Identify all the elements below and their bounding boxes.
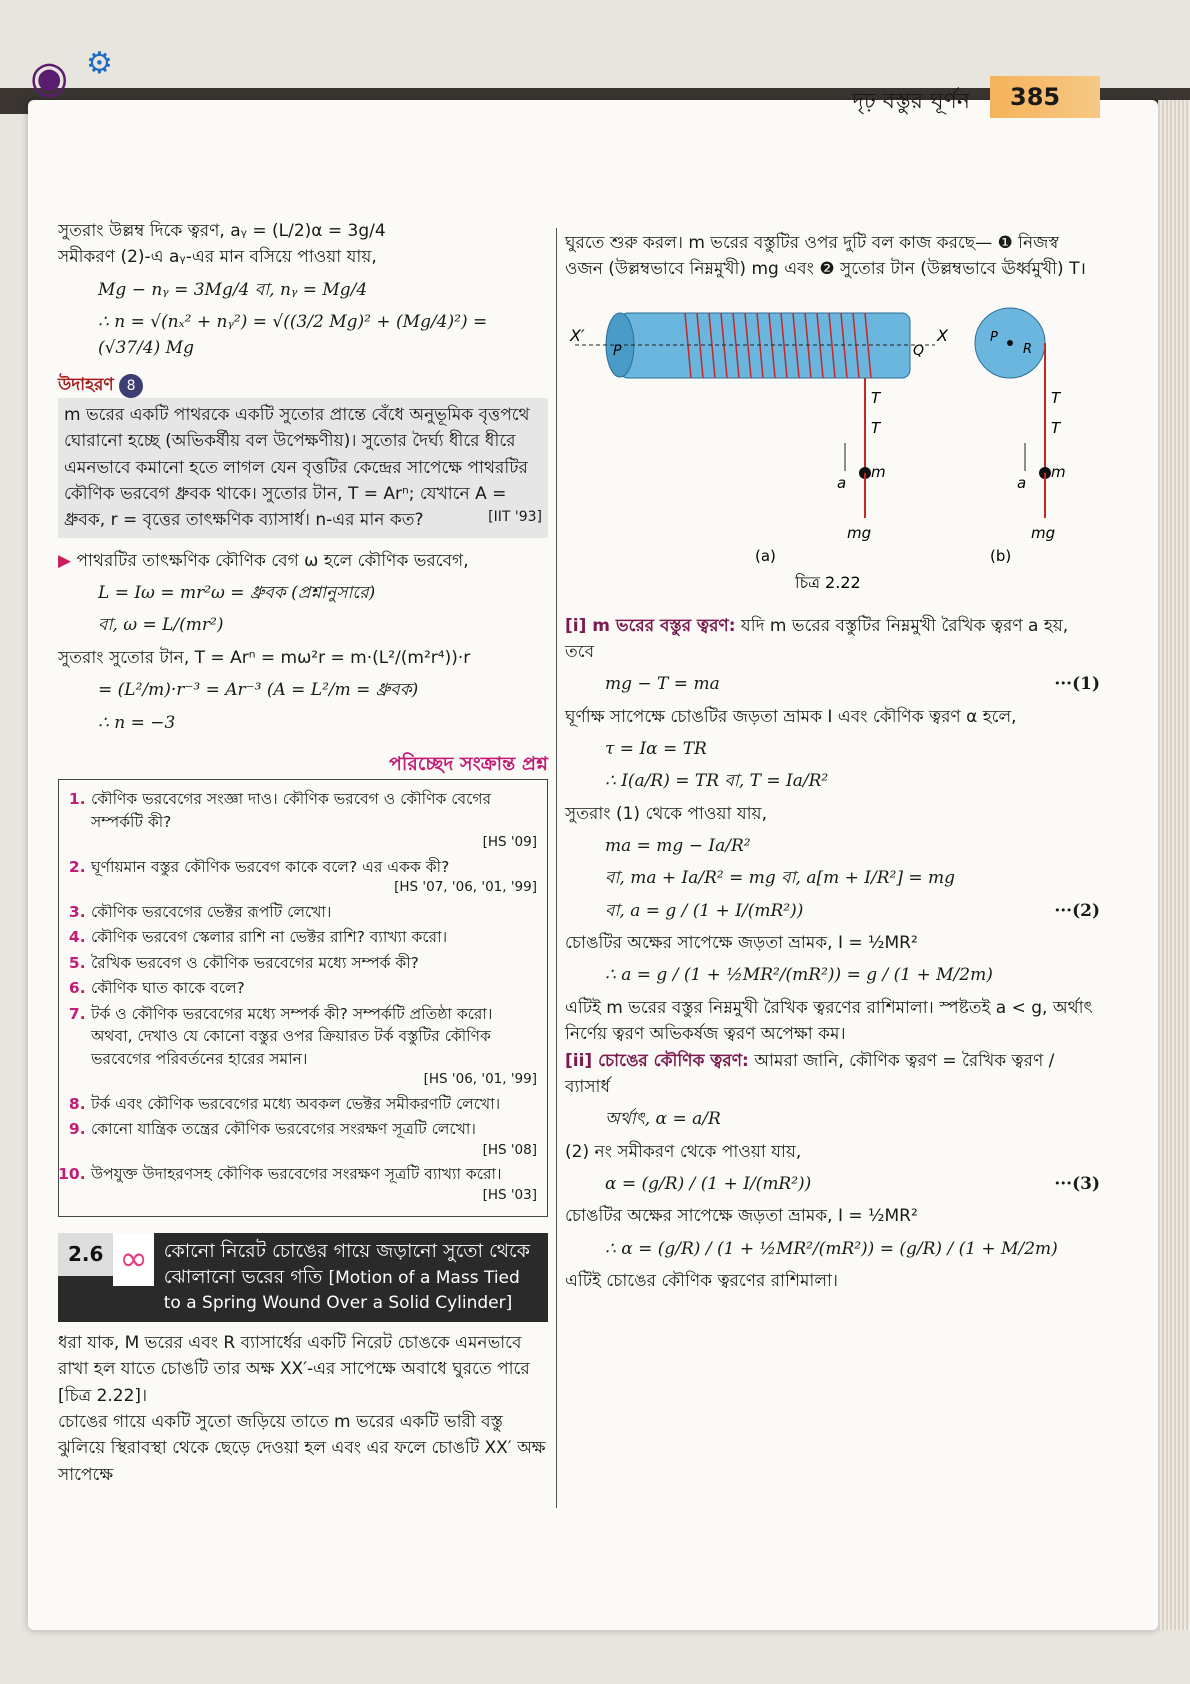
question-text: টর্ক এবং কৌণিক ভরবেগের মধ্যে অবকল ভেক্টর সমীকরণটি লেখো। — [91, 1094, 501, 1113]
label-mg: mg — [847, 523, 872, 542]
questions-list — [69, 788, 537, 1205]
equation: ∴ n = −3 — [98, 712, 176, 733]
label-m-b: m — [1051, 462, 1066, 481]
column-divider — [556, 228, 557, 1508]
section-title — [154, 1233, 548, 1322]
axis-point — [1007, 340, 1013, 346]
subheading-ii — [565, 1048, 1100, 1101]
equation-text: α = (g/R) / (1 + I/(mR²)) — [605, 1173, 812, 1194]
page-header — [20, 40, 1110, 120]
subheading-label: [ii] চোঙের কৌণিক ত্বরণ: — [565, 1050, 749, 1071]
figure-svg — [565, 293, 1100, 603]
paragraph: চোঙটির অক্ষের সাপেক্ষে জড়তা ভ্রামক, I = ½MR² — [565, 933, 918, 954]
question-text: কোনো যান্ত্রিক তন্ত্রের কৌণিক ভরবেগের সংরক্ষণ সূত্রটি লেখো। — [91, 1120, 476, 1139]
question-item — [91, 1003, 537, 1090]
question-item — [91, 1093, 537, 1115]
label-q: Q — [913, 342, 925, 359]
equation: ∴ I(a/R) = TR বা, T = Ia/R² — [605, 771, 829, 792]
question-item — [91, 952, 537, 974]
question-item — [91, 788, 537, 853]
question-text: কৌণিক ঘাত কাকে বলে? — [91, 979, 245, 998]
equation: বা, ω = L/(mr²) — [98, 615, 224, 636]
paragraph: ঘূর্ণাক্ষ সাপেক্ষে চোঙটির জড়তা ভ্রামক I এবং কৌণিক ত্বরণ α হলে, — [565, 706, 1017, 727]
section-title-en: [Motion of a Mass Tied to a Spring Wound Over a Solid Cylinder] — [163, 1267, 520, 1314]
question-text: টর্ক ও কৌণিক ভরবেগের মধ্যে সম্পর্ক কী? সম্পর্কটি প্রতিষ্ঠা করো। অথবা, দেখাও যে কোনো বস্তুর ওপর ক্রিয়ারত টর্ক বস্তুটির কৌণিক ভরবেগের পরিবর্তনের হারের সমান। — [91, 1004, 493, 1068]
question-item — [91, 926, 537, 948]
paragraph: চোঙের গায়ে একটি সুতো জড়িয়ে তাতে m ভরের একটি ভারী বস্তু ঝুলিয়ে স্থিরাবস্থা থেকে ছেড়ে দেওয়া হল এবং এর ফলে চোঙটি XX′ অক্ষ সাপেক্ষে — [58, 1412, 546, 1485]
section-number: 2.6 — [58, 1233, 113, 1276]
question-text: কৌণিক ভরবেগ স্কেলার রাশি না ভেক্টর রাশি? ব্যাখ্যা করো। — [91, 928, 448, 947]
subheading-i — [565, 613, 1100, 666]
paragraph: এটিই চোঙের কৌণিক ত্বরণের রাশিমালা। — [565, 1270, 839, 1291]
solution-text: পাথরটির তাৎক্ষণিক কৌণিক বেগ ω হলে কৌণিক ভরবেগ, — [76, 550, 469, 571]
label-r: R — [1023, 341, 1033, 357]
sub-a: (a) — [755, 546, 776, 565]
paragraph: সুতরাং উল্লম্ব দিকে ত্বরণ, aᵧ = (L/2)α = 3g/4 — [58, 221, 386, 241]
equation: ma = mg − Ia/R² — [605, 836, 751, 857]
question-text: কৌণিক ভরবেগের ভেক্টর রূপটি লেখো। — [91, 902, 332, 921]
equation-text: বা, a = g / (1 + I/(mR²)) — [605, 900, 804, 921]
questions-box — [58, 779, 548, 1217]
sub-b: (b) — [990, 546, 1012, 565]
question-item — [91, 1118, 537, 1160]
label-mg-b: mg — [1031, 523, 1056, 542]
label-x: X — [937, 325, 948, 345]
equation-label: ···(2) — [1054, 900, 1100, 921]
subheading-text: যদি m ভরের বস্তুটির নিম্নমুখী রৈখিক ত্বরণ a হয়, তবে — [565, 615, 1069, 663]
paragraph: চোঙটির অক্ষের সাপেক্ষে জড়তা ভ্রামক, I = ½MR² — [565, 1206, 918, 1227]
running-title: দৃঢ় বস্তুর ঘূর্ণন — [852, 89, 970, 114]
section-heading — [58, 1233, 548, 1322]
label-p-b: P — [990, 329, 998, 345]
brain-logo-icon: ◉ ⚙ — [30, 46, 113, 103]
solution-line — [58, 548, 548, 574]
arrow-icon: ▶ — [58, 550, 77, 571]
equation: বা, ma + Ia/R² = mg বা, a[m + I/R²] = mg — [605, 868, 956, 889]
paragraph: সুতরাং (1) থেকে পাওয়া যায়, — [565, 803, 767, 824]
paragraph: ধরা যাক, M ভরের এবং R ব্যাসার্ধের একটি নিরেট চোঙকে এমনভাবে রাখা হল যাতে চোঙটি তার অক্ষ XX′-এর সাপেক্ষে অবাধে ঘুরতে পারে [চিত্র 2.22]। — [58, 1333, 530, 1406]
equation-text: mg − T = ma — [605, 674, 720, 695]
label-t2: T — [871, 418, 881, 437]
equation: τ = Iα = TR — [605, 739, 707, 760]
subheading-label: [i] m ভরের বস্তুর ত্বরণ: — [565, 615, 736, 636]
label-t2-b: T — [1051, 418, 1061, 437]
subheading-text: আমরা জানি, কৌণিক ত্বরণ = রৈখিক ত্বরণ / ব্যাসার্ধ — [565, 1050, 1055, 1097]
equation — [605, 898, 1100, 924]
question-text: ঘূর্ণায়মান বস্তুর কৌণিক ভরবেগ কাকে বলে? এর একক কী? — [91, 857, 450, 876]
question-ref: [HS '07, '06, '01, '99] — [394, 879, 537, 896]
equation: = (L²/m)·r⁻³ = Ar⁻³ (A = L²/m = ধ্রুবক) — [98, 680, 419, 701]
question-item — [91, 977, 537, 999]
paragraph: সমীকরণ (2)-এ aᵧ-এর মান বসিয়ে পাওয়া যায়, — [58, 247, 377, 268]
question-text: রৈখিক ভরবেগ ও কৌণিক ভরবেগের মধ্যে সম্পর্ক কী? — [91, 953, 419, 972]
paragraph: (2) নং সমীকরণ থেকে পাওয়া যায়, — [565, 1141, 802, 1162]
page-edges — [1158, 100, 1190, 1630]
question-text: কৌণিক ভরবেগের সংজ্ঞা দাও। কৌণিক ভরবেগ ও কৌণিক বেগের সম্পর্কটি কী? — [91, 790, 492, 831]
equation — [605, 671, 1100, 697]
question-text: উপযুক্ত উদাহরণসহ কৌণিক ভরবেগের সংরক্ষণ সূত্রটি ব্যাখ্যা করো। — [91, 1165, 502, 1184]
left-column — [58, 218, 548, 1488]
question-ref: [HS '09] — [482, 834, 537, 851]
paragraph: সুতরাং সুতোর টান, T = Arⁿ = mω²r = m·(L²/(m²r⁴))·r — [58, 647, 471, 668]
infinity-icon: ∞ — [113, 1233, 153, 1286]
example-text — [58, 398, 548, 538]
example-label: উদাহরণ — [58, 374, 114, 395]
example-number: 8 — [119, 374, 143, 398]
questions-header: পরিচ্ছেদ সংক্রান্ত প্রশ্ন — [389, 752, 548, 775]
question-ref: [HS '03] — [482, 1186, 537, 1203]
question-ref: [HS '06, '01, '99] — [423, 1071, 537, 1088]
paragraph: এটিই m ভরের বস্তুর নিম্নমুখী রৈখিক ত্বরণের রাশিমালা। স্পষ্টতই a < g, অর্থাৎ নির্ণেয় ত্বরণ অভিকর্ষজ ত্বরণ অপেক্ষা কম। — [565, 997, 1093, 1045]
label-p: P — [613, 342, 622, 359]
equation: ∴ a = g / (1 + ½MR²/(mR²)) = g / (1 + M/2m) — [605, 965, 993, 986]
label-t1: T — [871, 388, 881, 407]
fig-caption: চিত্র 2.22 — [795, 572, 861, 592]
gear-icon: ⚙ — [86, 46, 113, 81]
label-x-prime: X′ — [570, 325, 585, 345]
example-question: m ভরের একটি পাথরকে একটি সুতোর প্রান্তে বেঁধে অনুভূমিক বৃত্তপথে ঘোরানো হচ্ছে (অভিকর্ষীয় বল উপেক্ষণীয়)। সুতোর দৈর্ঘ্য ধীরে ধীরে এমনভাবে কমানো হতে লাগল যেন বৃত্তটির কেন্দ্রের সাপেক্ষে পাথরটির কৌণিক ভরবেগ ধ্রুবক থাকে। সুতোর টান, T = Arⁿ; যেখানে A = ধ্রুবক, r = বৃত্তের তাৎক্ষণিক ব্যাসার্ধ। n-এর মান কত? — [64, 405, 530, 531]
example-ref: [IIT '93] — [488, 509, 542, 526]
equation: ∴ n = √(nₓ² + nᵧ²) = √((3/2 Mg)² + (Mg/4)²) = (√37/4) Mg — [98, 312, 488, 359]
label-a: a — [837, 473, 847, 492]
right-column — [565, 230, 1100, 1294]
question-item — [91, 1163, 537, 1205]
example-block — [58, 372, 548, 538]
label-t1-b: T — [1051, 388, 1061, 407]
equation: অর্থাৎ, α = a/R — [605, 1109, 721, 1130]
equation-label: ···(3) — [1054, 1173, 1100, 1194]
page-number: 385 — [990, 76, 1100, 118]
equation — [605, 1171, 1100, 1197]
figure-2-22 — [565, 293, 1100, 603]
question-ref: [HS '08] — [482, 1141, 537, 1158]
label-m: m — [871, 462, 886, 481]
equation-label: ···(1) — [1054, 674, 1100, 695]
question-item — [91, 901, 537, 923]
label-a-b: a — [1017, 473, 1027, 492]
equation: Mg − nᵧ = 3Mg/4 বা, nᵧ = Mg/4 — [98, 279, 368, 300]
question-item — [91, 856, 537, 898]
equation: L = Iω = mr²ω = ধ্রুবক (প্রশ্নানুসারে) — [98, 583, 376, 604]
equation: ∴ α = (g/R) / (1 + ½MR²/(mR²)) = (g/R) / (1 + M/2m) — [605, 1238, 1058, 1259]
paragraph: ঘুরতে শুরু করল। m ভরের বস্তুটির ওপর দুটি বল কাজ করছে— ❶ নিজস্ব ওজন (উল্লম্বভাবে নিম্নমুখী) mg এবং ❷ সুতোর টান (উল্লম্বভাবে ঊর্ধ্বমুখী) T। — [565, 233, 1086, 280]
section-title-bn: কোনো নিরেট চোঙের গায়ে জড়ানো সুতো থেকে ঝোলানো ভরের গতি — [163, 1240, 530, 1288]
